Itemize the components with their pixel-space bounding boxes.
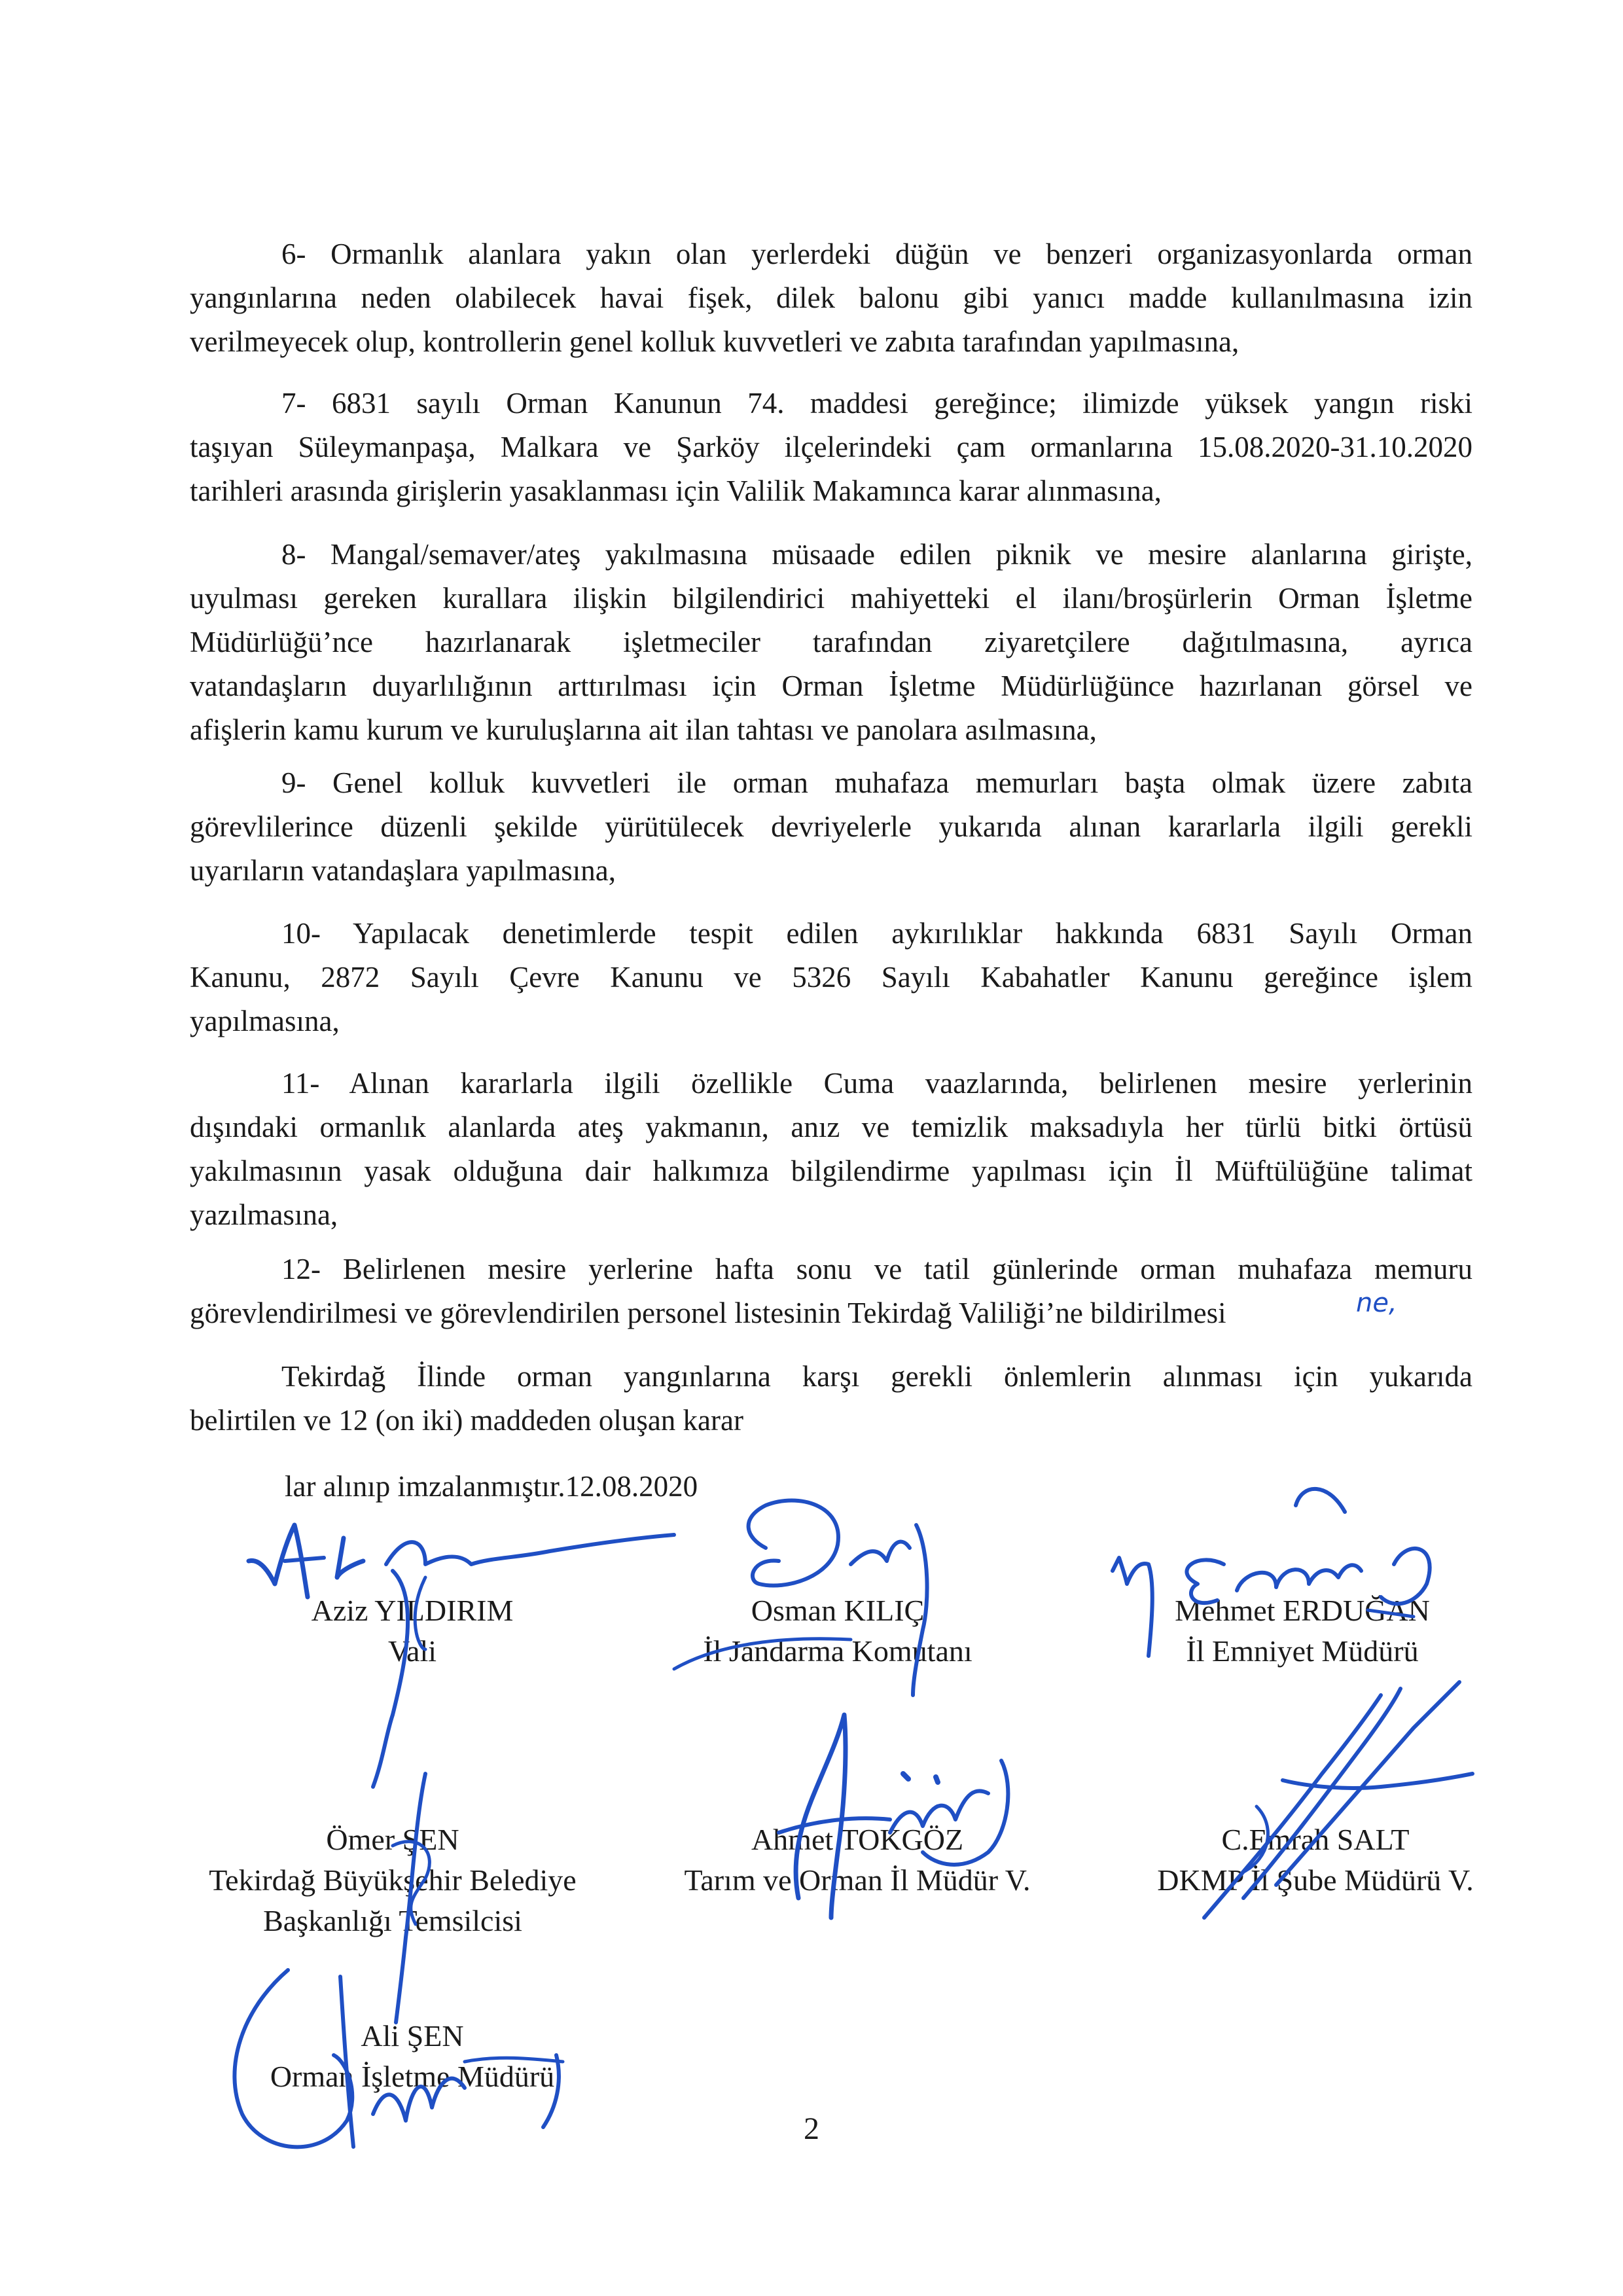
signatory-name: Ali ŞEN: [361, 2019, 464, 2053]
item-line: Müdürlüğü’nce hazırlanarak işletmeciler tarafından ziyaretçilere dağıtılmasına, ayrıca: [190, 626, 1472, 658]
item-line: 9- Genel kolluk kuvvetleri ile orman muhafaza memurları başta olmak üzere zabıta: [281, 766, 1472, 799]
closing-line: belirtilen ve 12 (on iki) maddeden oluşan karar: [190, 1404, 743, 1437]
signatory-title: Tarım ve Orman İl Müdür V.: [684, 1863, 1031, 1897]
signatory-title: DKMP İl Şube Müdürü V.: [1157, 1863, 1474, 1897]
annotation-text: ne: [1356, 1288, 1389, 1318]
item-line: 12- Belirlenen mesire yerlerine hafta sonu ve tatil günlerinde orman muhafaza memuru: [281, 1253, 1472, 1285]
item-line: görevlendirilmesi ve görevlendirilen personel listesinin Tekirdağ Valiliği’ne bildirilmesi: [190, 1297, 1226, 1329]
item-line: taşıyan Süleymanpaşa, Malkara ve Şarköy ilçelerindeki çam ormanlarına 15.08.2020-31.10.2020: [190, 431, 1472, 463]
item-line: tarihleri arasında girişlerin yasaklanması için Valilik Makamınca karar alınmasına,: [190, 475, 1162, 507]
item-line: vatandaşların duyarlılığının arttırılması için Orman İşletme Müdürlüğünce hazırlanan görsel ve: [190, 670, 1472, 702]
signatory-title: Vali: [387, 1634, 437, 1668]
signature-jandarma: [654, 1486, 995, 1702]
signature-emniyet: [1086, 1525, 1453, 1676]
closing-paragraph: [190, 1355, 1472, 1443]
item-line: yazılmasına,: [190, 1198, 338, 1231]
signatory-name: Mehmet ERDUĞAN: [1175, 1594, 1430, 1627]
decision-item-8: [190, 533, 1472, 752]
closing-line: Tekirdağ İlinde orman yangınlarına karşı gerekli önlemlerin alınması için yukarıda: [281, 1360, 1472, 1393]
decision-item-10: [190, 912, 1472, 1043]
item-line: 6- Ormanlık alanlara yakın olan yerlerdeki düğün ve benzeri organizasyonlarda orman: [281, 238, 1472, 270]
item-line: 7- 6831 sayılı Orman Kanunun 74. maddesi gereğince; ilimizde yüksek yangın riski: [281, 387, 1472, 420]
signatory-title: İl Emniyet Müdürü: [1186, 1634, 1419, 1668]
signatory-title: İl Jandarma Komutanı: [703, 1634, 972, 1668]
ink-mark: [1283, 1479, 1361, 1525]
signatory-name: Osman KILIÇ: [751, 1594, 925, 1627]
item-line: 8- Mangal/semaver/ateş yakılmasına müsaade edilen piknik ve mesire alanlarına girişte,: [281, 538, 1472, 571]
item-line: uyarıların vatandaşlara yapılmasına,: [190, 854, 616, 887]
signatory-title: Orman İşletme Müdürü: [270, 2060, 555, 2093]
item-line: Kanunu, 2872 Sayılı Çevre Kanunu ve 5326 Sayılı Kabahatler Kanunu gereğince işlem: [190, 961, 1472, 994]
decision-item-7: [190, 382, 1472, 513]
signatory-name: Ömer ŞEN: [326, 1823, 459, 1856]
signature-dkmp: [1165, 1676, 1505, 1937]
signatory-title-2: Başkanlığı Temsilcisi: [263, 1904, 522, 1937]
item-line: afişlerin kamu kurum ve kuruluşlarına ait ilan tahtası ve panolara asılmasına,: [190, 713, 1097, 746]
decision-item-9: [190, 761, 1472, 893]
item-line: yapılmasına,: [190, 1005, 340, 1037]
signature-tarim: [740, 1702, 1047, 1924]
item-line: uyulması gereken kurallara ilişkin bilgilendirici mahiyetteki el ilanı/broşürlerin Orman İşletme: [190, 582, 1472, 615]
item-line: yakılmasının yasak olduğuna dair halkımıza bilgilendirme yapılması için İl Müftülüğüne talimat: [190, 1155, 1472, 1187]
closing-date-line: lar alınıp imzalanmıştır.12.08.2020: [285, 1470, 698, 1503]
signatory-title: Tekirdağ Büyükşehir Belediye: [209, 1863, 577, 1897]
item-line: yangınlarına neden olabilecek havai fişek, dilek balonu gibi yanıcı madde kullanılmasına izin: [190, 281, 1472, 314]
item-line: 11- Alınan kararlarla ilgili özellikle Cuma vaazlarında, belirlenen mesire yerlerinin: [281, 1067, 1472, 1100]
signatory-name: Aziz YILDIRIM: [311, 1594, 514, 1627]
signatory-name: C.Emrah SALT: [1221, 1823, 1410, 1856]
item-line: görevlilerince düzenli şekilde yürütülecek devriyelerle yukarıda alınan kararlarla ilgili gerekli: [190, 810, 1472, 843]
signature-vali: [209, 1499, 681, 1813]
decision-item-6: [190, 232, 1472, 364]
decision-item-11: [190, 1062, 1472, 1237]
item-line: 10- Yapılacak denetimlerde tespit edilen aykırılıklar hakkında 6831 Sayılı Orman: [281, 917, 1472, 950]
decision-item-12: [190, 1247, 1472, 1335]
item-line: dışındaki ormanlık alanlarda ateş yakmanın, anız ve temizlik maksadıyla her türlü bitki örtüsü: [190, 1111, 1472, 1143]
page-number: 2: [804, 2111, 819, 2146]
signatory-name: Ahmet TOKGÖZ: [751, 1823, 964, 1856]
handwritten-annotation: ne,: [1356, 1288, 1397, 1318]
item-line: verilmeyecek olup, kontrollerin genel kolluk kuvvetleri ve zabıta tarafından yapılmasına,: [190, 325, 1240, 358]
